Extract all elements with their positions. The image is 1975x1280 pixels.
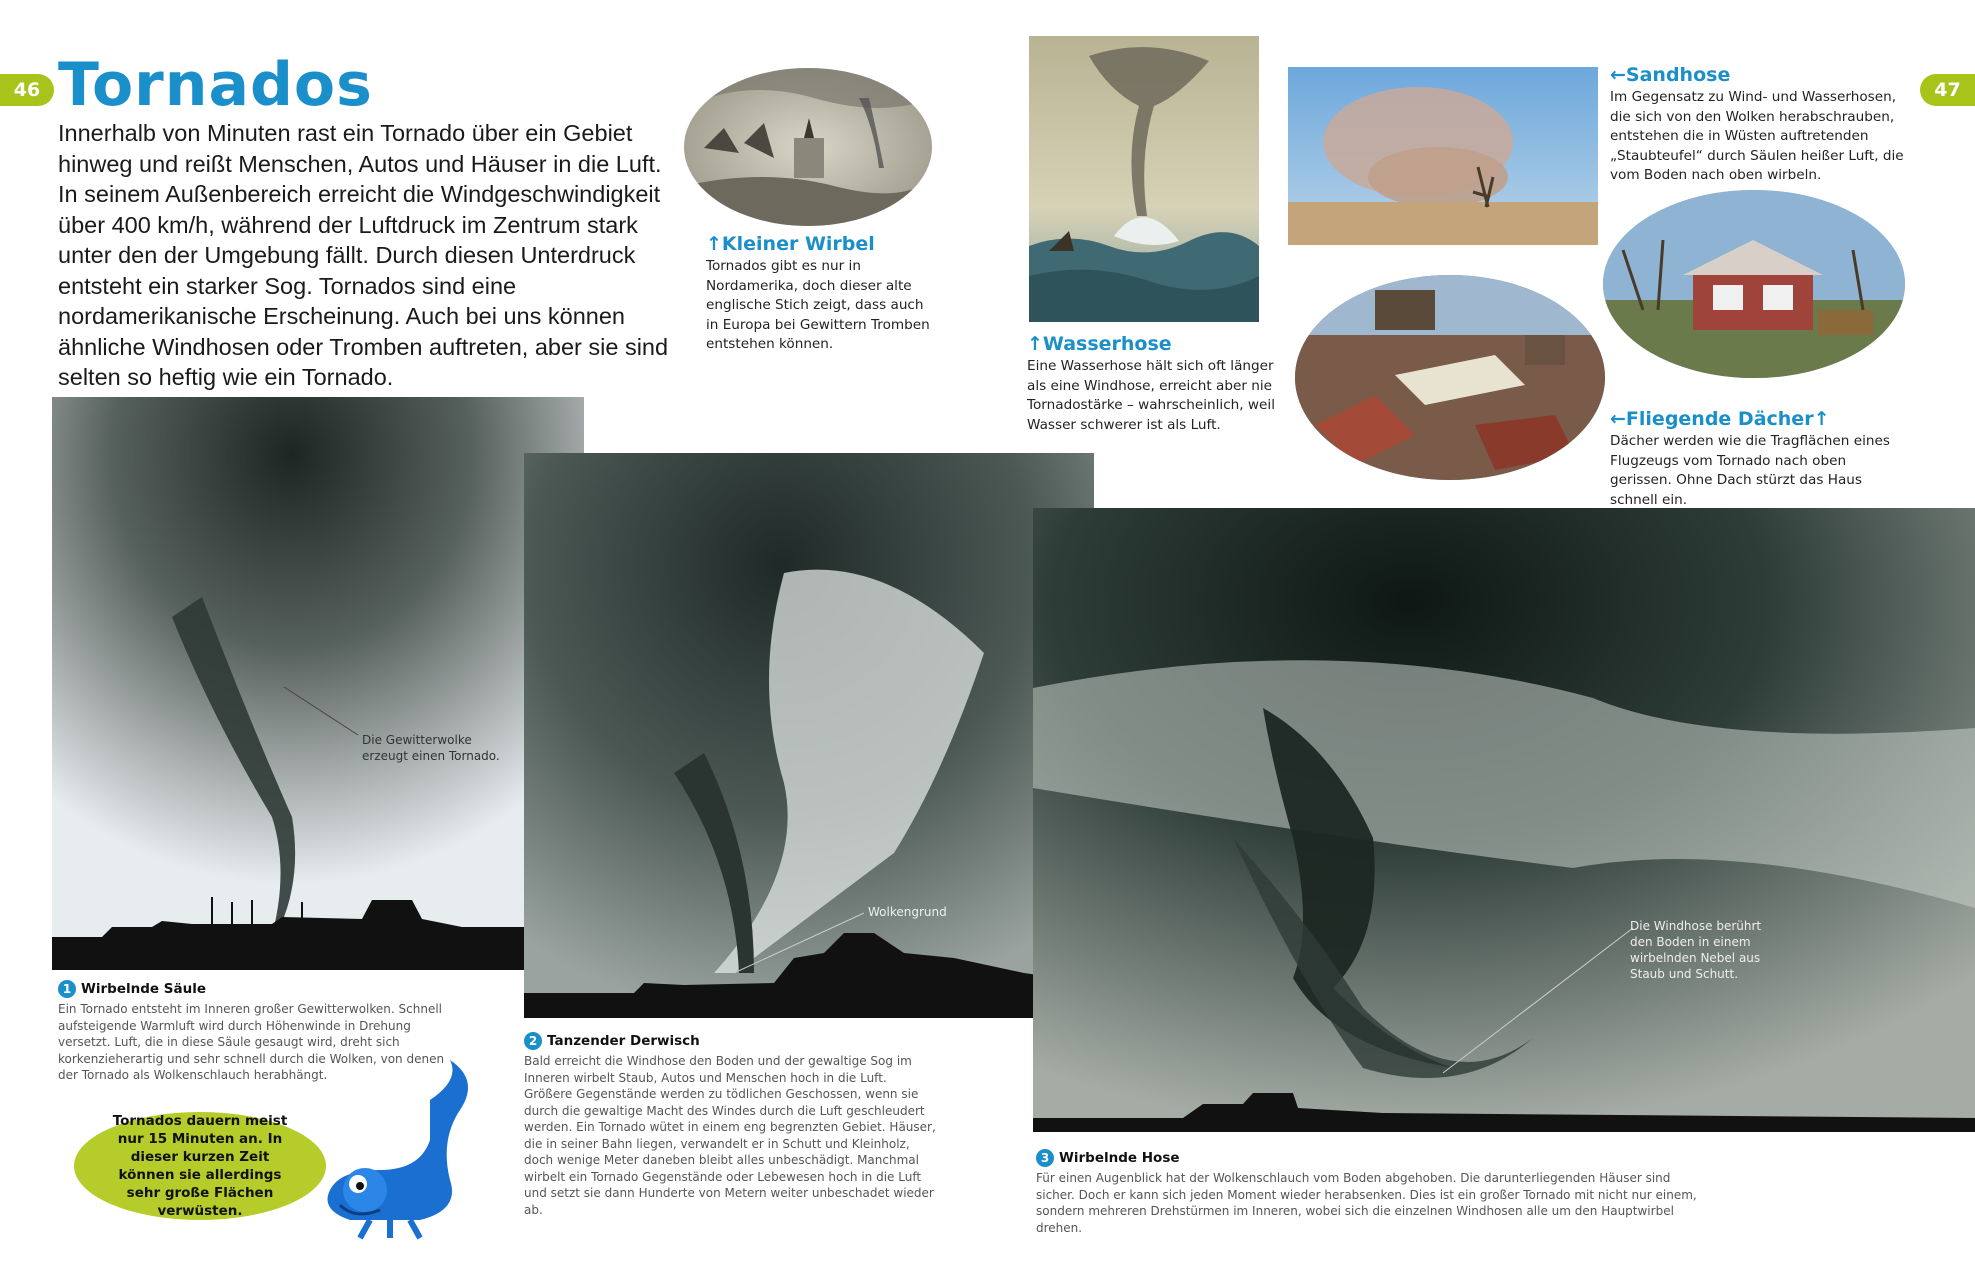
tornado-photo-3 [1033,508,1975,1132]
photo-1-caption-heading: 1 Wirbelnde Säule [58,980,206,998]
photo-1-annotation: Die Gewitterwolke erzeugt einen Tornado. [362,733,500,763]
arrow-up-icon: ↑ [1027,333,1043,355]
waterspout-illustration [1029,36,1259,322]
photo-2-caption-heading: 2 Tanzender Derwisch [524,1032,700,1050]
waterspout-painting-image [1029,36,1259,322]
chameleon-mascot-icon [310,1060,480,1240]
arrow-up-icon: ↑ [1813,408,1830,430]
number-badge: 3 [1036,1149,1054,1167]
fact-speech-bubble [74,1112,326,1220]
debris-oval-photo [1295,275,1605,480]
sandhose-text: Im Gegensatz zu Wind- und Wasserhosen, die sich von den Wolken herabschrauben, entstehen die in Wüsten auftretenden „Staubteufel“ durch Säulen heißer Luft, die vom Boden nach oben wirbeln. [1610,89,1904,183]
page-number-right: 47 [1920,74,1975,106]
page-title: Tornados [58,50,373,120]
tornado-photo-1 [52,397,584,970]
damaged-house-oval-photo [1603,190,1905,378]
dust-devil-photo [1288,67,1598,245]
tornado-3-illustration [1033,508,1975,1132]
number-badge: 2 [524,1032,542,1050]
photo-3-caption-heading: 3 Wirbelnde Hose [1036,1149,1180,1167]
photo-3-annotation: Die Windhose berührt den Boden in einem wirbelnden Nebel aus Staub und Schutt. [1630,919,1762,981]
speech-bubble-text: Tornados dauern meist nur 15 Minuten an. In dieser kurzen Zeit können sie allerdings sehr große Flächen verwüsten. [112,1113,288,1219]
tornado-1-illustration [52,397,584,970]
arrow-left-icon: ← [1610,64,1626,86]
dust-devil-illustration [1288,67,1598,245]
fliegende-daecher-text: Dächer werden wie die Tragflächen eines Flugzeugs vom Tornado nach oben gerissen. Ohne Dach stürzt das Haus schnell ein. [1610,433,1890,508]
sandhose-heading: ←Sandhose [1610,64,1731,86]
arrow-left-icon: ← [1610,408,1626,430]
fliegende-daecher-heading: ←Fliegende Dächer↑ [1610,408,1830,430]
kleiner-wirbel-heading: ↑Kleiner Wirbel [706,233,875,255]
intro-text: Innerhalb von Minuten rast ein Tornado über ein Gebiet hinweg und reißt Menschen, Autos und Häuser in die Luft. In seinem Außenbereich erreicht die Windgeschwindigkeit über 400 km/h, während der Luftdruck im Zentrum stark unter den der Umgebung fällt. Durch diesen Unterdruck entsteht ein starker Sog. Tornados sind eine nordamerikanische Erscheinung. Auch bei uns können ähnliche Windhosen oder Tromben auftreten, aber sie sind selten so heftig wie ein Tornado. [58,120,669,390]
arrow-up-icon: ↑ [706,233,722,255]
photo-2-caption-text: Bald erreicht die Windhose den Boden und der gewaltige Sog im Inneren wirbelt Staub, Autos und Menschen hoch in die Luft. Größere Gegenstände werden zu tödlichen Geschossen, wenn sie durch die gewaltige Macht des Windes durch die Luft geschleudert werden. Ein Tornado wütet in einem eng begrenzten Gebiet. Häuser, die in seiner Bahn liegen, verwandelt er in Schutt und Kleinholz, doch wenige Meter daneben bleibt alles unbeschädigt. Manchmal wirbelt ein Tornado Gegenstände oder Lebewesen hoch in die Luft und setzt sie dann Hunderte von Metern weiter unbeschadet wieder ab. [524,1054,936,1217]
kleiner-wirbel-text: Tornados gibt es nur in Nordamerika, doch dieser alte englische Stich zeigt, dass auch in Europa bei Gewittern Tromben entstehen können. [706,258,930,352]
photo-2-annotation: Wolkengrund [868,905,947,919]
engraving-oval-image [684,68,932,226]
photo-1-caption-text: Ein Tornado entsteht im Inneren großer Gewitterwolken. Schnell aufsteigende Warmluft wird durch Höhenwinde in Drehung versetzt. Luft, die in diese Säule gesaugt wird, dreht sich korkenzieherartig und sehr schnell durch die Wolken, von denen der Tornado als Wolkenschlauch herabhängt. [58,1002,445,1082]
tornado-2-illustration [524,453,1094,1018]
engraving-illustration [684,68,932,226]
debris-illustration [1295,275,1605,480]
wasserhose-text: Eine Wasserhose hält sich oft länger als eine Windhose, erreicht aber nie Tornadostärke – wahrscheinlich, weil Wasser schwerer ist als Luft. [1027,358,1275,433]
number-badge: 1 [58,980,76,998]
page-number-left: 46 [0,74,54,106]
photo-3-caption-text: Für einen Augenblick hat der Wolkenschlauch vom Boden abgehoben. Die darunterliegenden Häuser sind sicher. Doch er kann sich jeden Moment wieder herabsenken. Dies ist ein großer Tornado mit nicht nur einem, sondern mehreren Drehstürmen im Inneren, wobei sich die einzelnen Windhosen alle um den Hauptwirbel drehen. [1036,1171,1697,1235]
wasserhose-heading: ↑Wasserhose [1027,333,1172,355]
damaged-house-illustration [1603,190,1905,378]
tornado-photo-2 [524,453,1094,1018]
